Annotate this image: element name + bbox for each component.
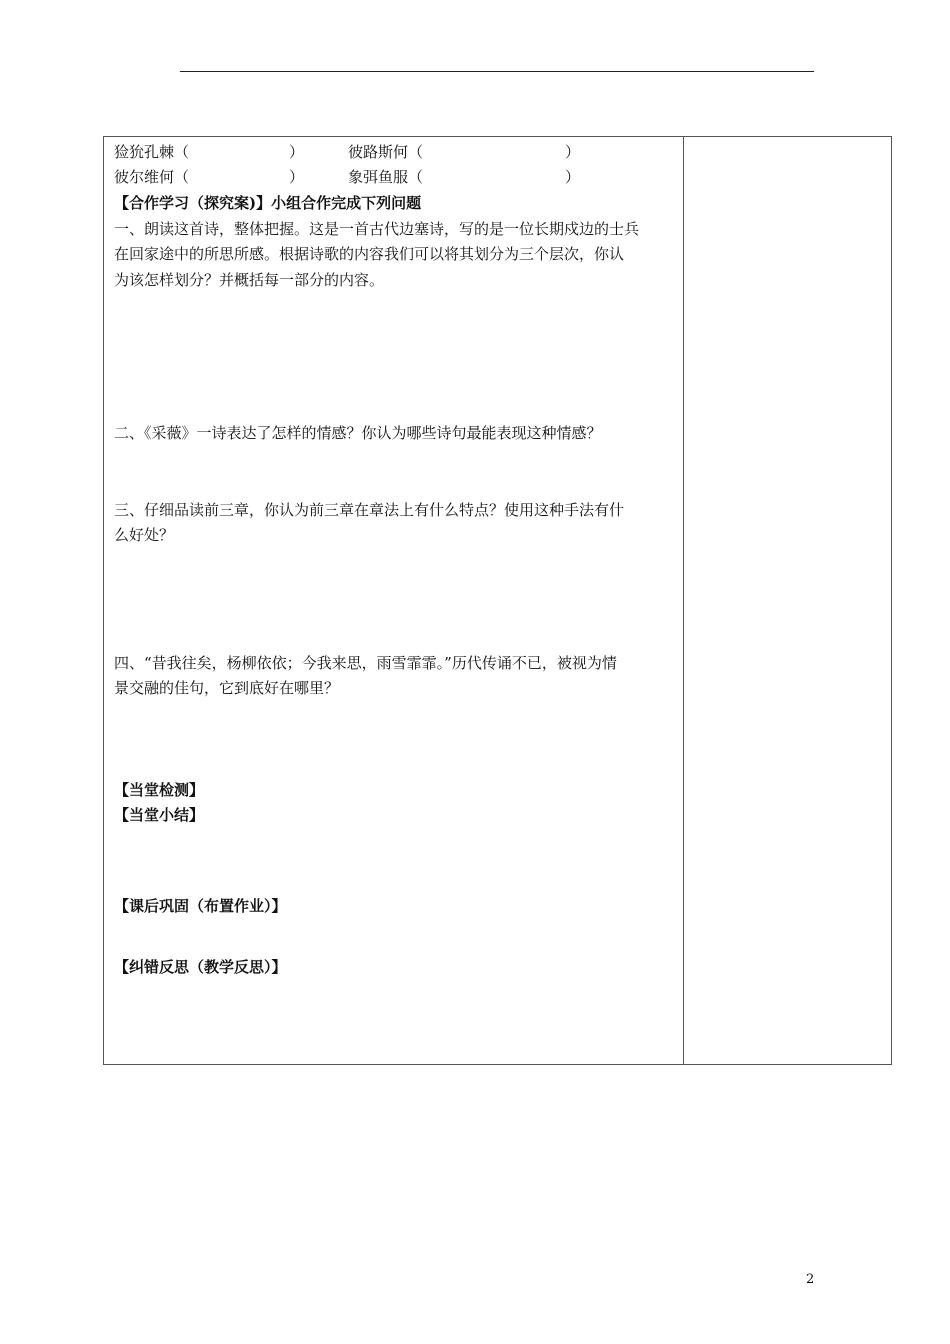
vocab-close-3: ）: [289, 168, 305, 186]
section-reflection: 【纠错反思（教学反思）】: [114, 958, 287, 976]
section-in-class-test: 【当堂检测】: [114, 781, 205, 799]
vocab-term-4: 象弭鱼服（: [348, 168, 424, 186]
notes-column: [684, 137, 891, 1064]
header-rule: [180, 71, 814, 72]
section-homework: 【课后巩固（布置作业）】: [114, 897, 287, 915]
question-4-line-1: 四、“昔我往矣，杨柳依依；今我来思，雨雪霏霏。”历代传诵不已，被视为情: [114, 654, 617, 672]
vocab-term-1: 猃狁孔棘（: [114, 143, 190, 161]
question-2-line-1: 二、《采薇》一诗表达了怎样的情感？你认为哪些诗句最能表现这种情感？: [114, 424, 602, 442]
worksheet-table: [103, 136, 892, 1065]
question-4-line-2: 景交融的佳句，它到底好在哪里？: [114, 679, 340, 697]
vocab-row-1: [114, 142, 580, 162]
vocab-term-3: 彼尔维何（: [114, 168, 190, 186]
section-in-class-summary: 【当堂小结】: [114, 806, 205, 824]
question-1-line-1: 一、朗读这首诗，整体把握。这是一首古代边塞诗，写的是一位长期戍边的士兵: [114, 220, 640, 238]
coop-heading: 【合作学习（探究案)】小组合作完成下列问题: [114, 194, 422, 212]
question-1-line-3: 为该怎样划分？并概括每一部分的内容。: [114, 271, 385, 289]
vocab-row-2: [114, 167, 580, 187]
page-number: 2: [806, 1272, 815, 1287]
question-3-line-1: 三、仔细品读前三章，你认为前三章在章法上有什么特点？使用这种手法有什: [114, 501, 625, 519]
vocab-close-2: ）: [565, 143, 581, 161]
vocab-close-1: ）: [289, 143, 305, 161]
vocab-close-4: ）: [565, 168, 581, 186]
question-1-line-2: 在回家途中的所思所感。根据诗歌的内容我们可以将其划分为三个层次，你认: [114, 245, 625, 263]
vocab-term-2: 彼路斯何（: [348, 143, 424, 161]
main-content-column: [104, 137, 684, 1064]
question-3-line-2: 么好处？: [114, 526, 175, 544]
